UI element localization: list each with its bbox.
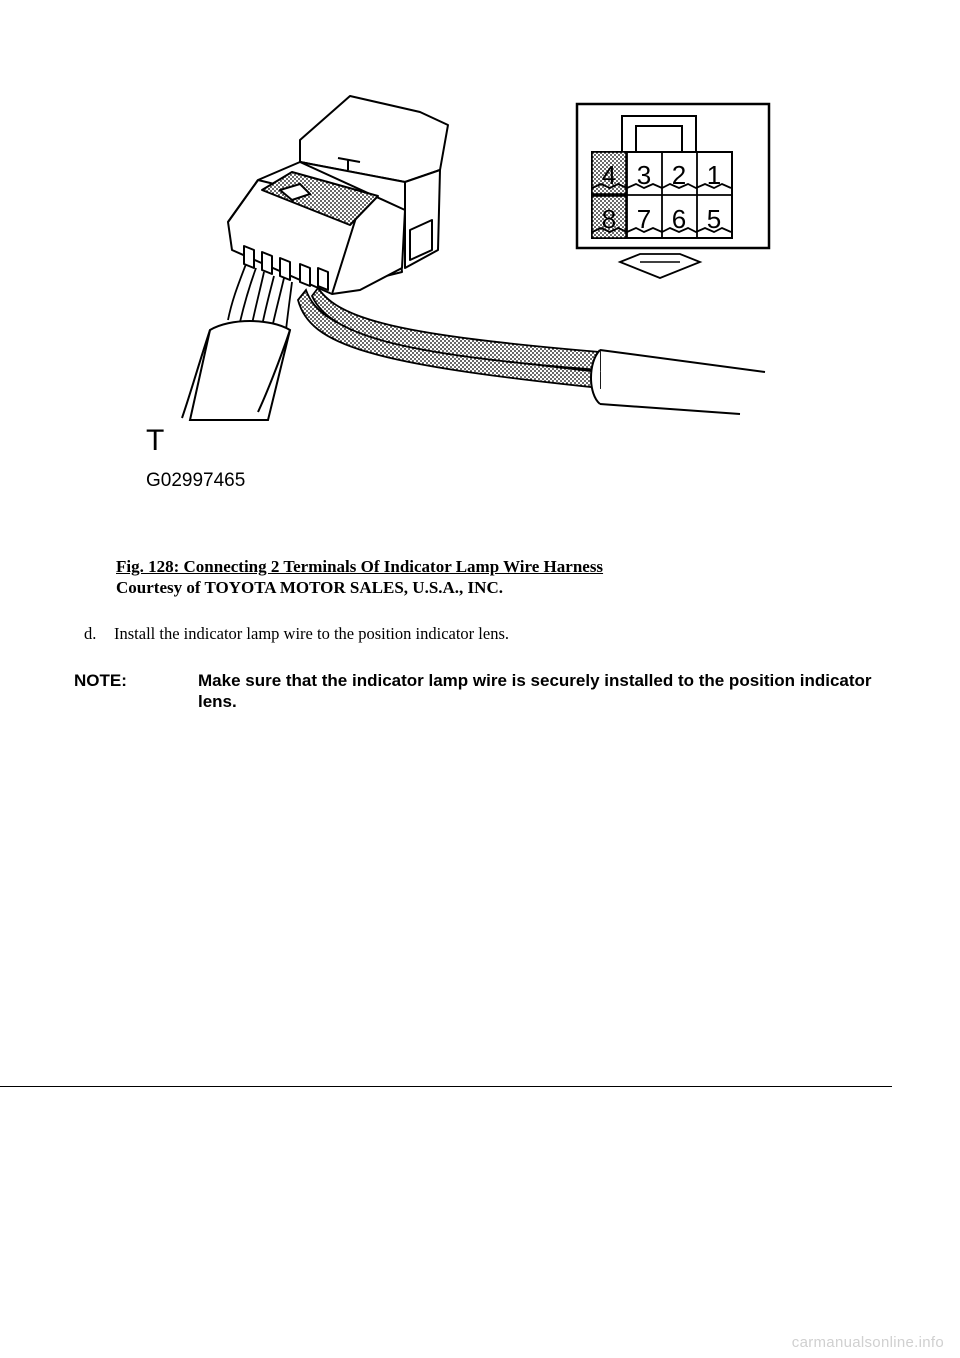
terminal-pinout-diagram [577, 104, 769, 278]
terminal-3: 3 [636, 160, 652, 190]
view-label: T [146, 424, 165, 457]
note-text: Make sure that the indicator lamp wire is securely installed to the position indicator lens. [198, 671, 872, 711]
step-letter: d. [84, 624, 97, 643]
terminal-6: 6 [671, 204, 687, 234]
terminal-7: 7 [636, 204, 652, 234]
terminal-2: 2 [671, 160, 687, 190]
watermark: carmanualsonline.info [791, 1334, 944, 1351]
connector-drawing [228, 96, 448, 294]
figure-caption [116, 556, 603, 598]
caption-title[interactable]: Fig. 128: Connecting 2 Terminals Of Indicator Lamp Wire Harness [116, 557, 604, 576]
page-divider [0, 1086, 892, 1087]
terminal-5: 5 [706, 204, 722, 234]
terminal-4: 4 [601, 160, 617, 190]
terminal-1: 1 [706, 160, 722, 190]
connector-illustration [0, 0, 960, 540]
figure-code: G02997465 [146, 470, 246, 491]
direction-arrow-icon [620, 254, 700, 278]
note-label: NOTE: [74, 671, 127, 690]
instruction-step [84, 624, 509, 644]
caption-credit: Courtesy of TOYOTA MOTOR SALES, U.S.A., INC. [116, 578, 503, 597]
terminal-8: 8 [601, 204, 617, 234]
step-text: Install the indicator lamp wire to the position indicator lens. [114, 624, 509, 643]
